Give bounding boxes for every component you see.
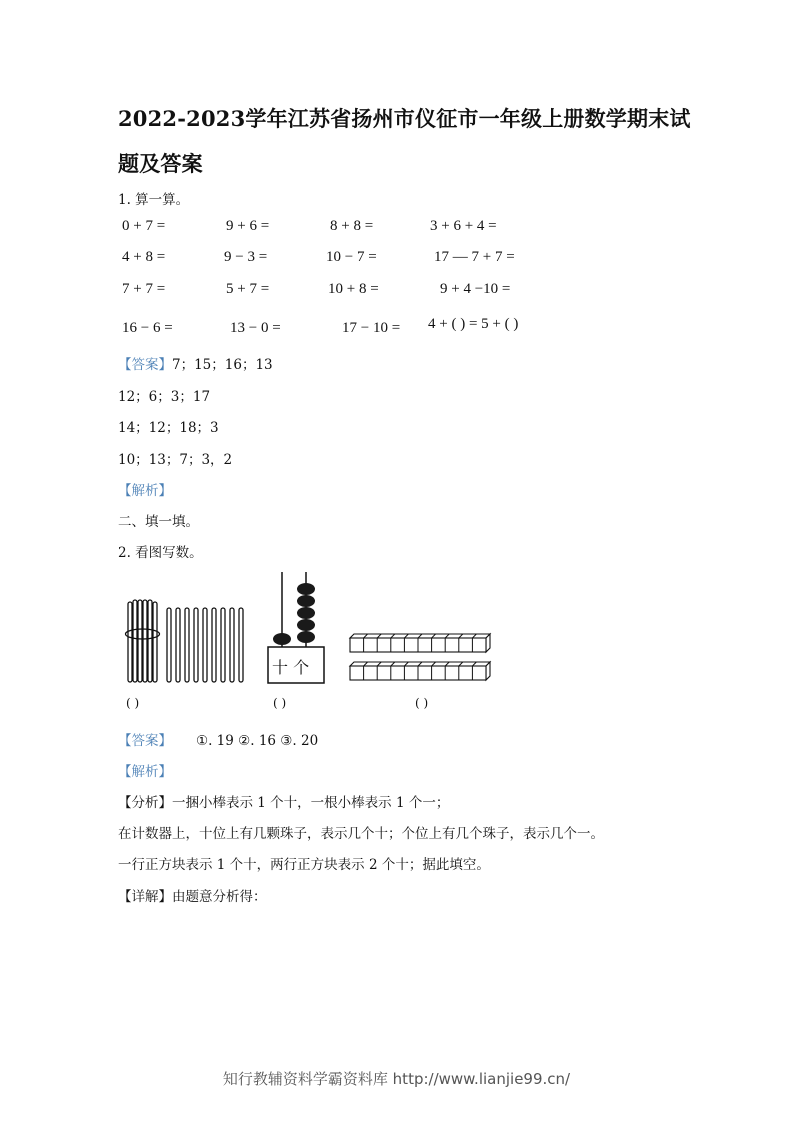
abacus-place-label: 十 个 [272, 658, 310, 677]
question-1-heading: 1. 算一算。 [118, 192, 190, 208]
equation: 9 − 3 = [224, 249, 268, 265]
answer-blank-2[interactable]: ( ) [273, 696, 287, 710]
section-2-heading: 二、填一填。 [118, 514, 199, 530]
equation: 8 + 8 = [330, 218, 374, 234]
answer-tag: 【答案】 [118, 733, 172, 749]
equation: 9 + 4 −10 = [440, 281, 511, 297]
analysis-tag-2: 【解析】 [118, 764, 172, 780]
equation: 4 + 8 = [122, 249, 166, 265]
equation: 4 + ( ) = 5 + ( ) [428, 316, 519, 332]
question-2-heading: 2. 看图写数。 [118, 545, 203, 561]
equation: 3 + 6 + 4 = [430, 218, 497, 234]
equation: 7 + 7 = [122, 281, 166, 297]
answer-line: 12；6；3；17 [118, 389, 211, 405]
q2-answer-values: ①. 19 ②. 16 ③. 20 [196, 733, 319, 749]
page-title-line1: 2022-2023学年江苏省扬州市仪征市一年级上册数学期末试 [118, 106, 691, 131]
answer-values: 7；15；16；13 [172, 357, 273, 373]
equation: 17 — 7 + 7 = [434, 249, 515, 265]
answer-line: 14；12；18；3 [118, 420, 219, 436]
fenxi-line-2: 在计数器上，十位上有几颗珠子，表示几个十；个位上有几个珠子，表示几个一。 [118, 826, 604, 842]
answer-line: 10；13；7；3，2 [118, 452, 233, 468]
answer-tag: 【答案】 [118, 357, 172, 373]
xiangjie-line: 【详解】由题意分析得： [118, 889, 267, 905]
fenxi-line-3: 一行正方块表示 1 个十，两行正方块表示 2 个十；据此填空。 [118, 857, 490, 873]
equation: 10 + 8 = [328, 281, 379, 297]
equation: 9 + 6 = [226, 218, 270, 234]
equation: 17 − 10 = [342, 320, 401, 336]
fenxi-line-1: 【分析】一捆小棒表示 1 个十，一根小棒表示 1 个一； [118, 795, 450, 811]
equation: 13 − 0 = [230, 320, 281, 336]
equation: 10 − 7 = [326, 249, 377, 265]
answer-line [118, 353, 273, 373]
sticks-figure [124, 596, 254, 686]
equation: 0 + 7 = [122, 218, 166, 234]
equation: 16 − 6 = [122, 320, 173, 336]
answer-blank-1[interactable]: ( ) [126, 696, 140, 710]
equation: 5 + 7 = [226, 281, 270, 297]
page-title-line2: 题及答案 [118, 151, 203, 176]
cubes-figure [346, 630, 496, 686]
q2-answer-line [118, 729, 318, 749]
analysis-tag: 【解析】 [118, 483, 172, 499]
answer-blank-3[interactable]: ( ) [415, 696, 429, 710]
footer-watermark: 知行教辅资料学霸资料库 http://www.lianjie99.cn/ [222, 1070, 571, 1088]
